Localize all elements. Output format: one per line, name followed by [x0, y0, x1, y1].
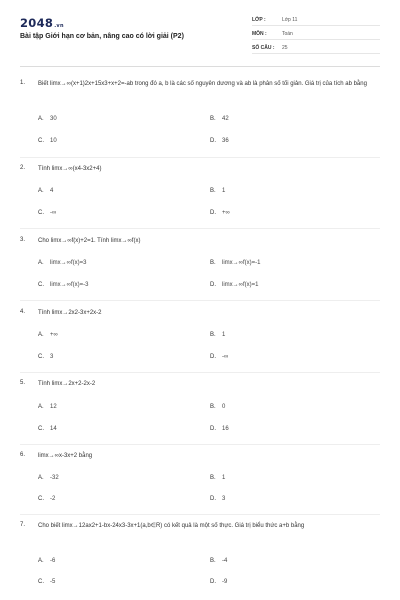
question-text: Tính limx→2x+2-2x-2 [38, 381, 96, 387]
option-value: limx→∞f(x)=1 [222, 282, 259, 288]
option-letter: C. [38, 496, 44, 502]
option-value: 4 [50, 188, 54, 194]
option-2c[interactable] [38, 210, 56, 216]
question-number: 1. [20, 80, 26, 86]
question-text: limx→∞x-3x+2 bằng [38, 453, 93, 459]
option-letter: D. [210, 426, 216, 432]
logo-main-text: 2048 [20, 16, 54, 30]
option-letter: A. [38, 332, 44, 338]
option-value: -2 [50, 496, 56, 502]
option-7b[interactable] [210, 558, 227, 564]
meta-row-subject [252, 28, 380, 40]
question-text: Cho biết limx→12ax2+1-bx-24x3-3x+1(a,b∈R) có kết quả là một số thực. Giá trị biểu thức a+b bằng [38, 523, 305, 529]
option-7c[interactable] [38, 579, 55, 585]
option-letter: C. [38, 282, 44, 288]
option-2a[interactable] [38, 188, 53, 194]
meta-label: LỚP : [252, 16, 266, 23]
option-letter: A. [38, 188, 44, 194]
option-value: -4 [222, 558, 228, 564]
meta-row-count [252, 42, 380, 54]
option-value: 30 [50, 116, 57, 122]
meta-row-class [252, 14, 380, 26]
option-letter: C. [38, 426, 44, 432]
meta-label: MÔN : [252, 30, 267, 37]
option-3a[interactable] [38, 260, 86, 266]
option-letter: B. [210, 558, 216, 564]
question-number: 2. [20, 165, 26, 171]
option-3b[interactable] [210, 260, 260, 266]
option-1c[interactable] [38, 138, 57, 144]
option-5c[interactable] [38, 426, 57, 432]
option-letter: A. [38, 404, 44, 410]
option-letter: B. [210, 404, 216, 410]
option-value: -6 [50, 558, 56, 564]
option-2d[interactable] [210, 210, 230, 216]
question-number: 6. [20, 452, 26, 458]
option-letter: C. [38, 138, 44, 144]
question-divider [20, 444, 380, 445]
option-value: -32 [50, 475, 59, 481]
option-value: 12 [50, 404, 57, 410]
option-letter: C. [38, 579, 44, 585]
option-value: 3 [50, 354, 54, 360]
header-divider [20, 66, 380, 67]
option-7a[interactable] [38, 558, 55, 564]
option-value: 1 [222, 332, 226, 338]
option-value: -∞ [50, 210, 57, 216]
worksheet-title: Bài tập Giới hạn cơ bản, nâng cao có lời giải (P2) [20, 33, 184, 40]
site-logo[interactable] [20, 16, 64, 30]
option-value: -∞ [222, 354, 229, 360]
question-number: 3. [20, 237, 26, 243]
question-divider [20, 372, 380, 373]
option-3c[interactable] [38, 282, 88, 288]
option-3d[interactable] [210, 282, 258, 288]
option-letter: B. [210, 116, 216, 122]
option-5d[interactable] [210, 426, 229, 432]
meta-value: Toán [282, 30, 293, 37]
option-value: 0 [222, 404, 226, 410]
question-text: Tính limx→∞(x4-3x2+4) [38, 166, 102, 172]
option-1d[interactable] [210, 138, 229, 144]
option-6d[interactable] [210, 496, 225, 502]
option-1a[interactable] [38, 116, 57, 122]
option-letter: A. [38, 475, 44, 481]
option-value: 16 [222, 426, 229, 432]
option-letter: D. [210, 579, 216, 585]
option-4a[interactable] [38, 332, 58, 338]
option-5a[interactable] [38, 404, 57, 410]
option-letter: A. [38, 260, 44, 266]
option-letter: B. [210, 475, 216, 481]
question-text: Tính limx→2x2-3x+2x-2 [38, 310, 102, 316]
question-text: Cho limx→∞f(x)+2=1. Tính limx→∞f(x) [38, 238, 141, 244]
option-value: 1 [222, 475, 226, 481]
option-value: -5 [50, 579, 56, 585]
option-letter: B. [210, 188, 216, 194]
option-value: limx→∞f(x)=3 [50, 260, 87, 266]
question-divider [20, 514, 380, 515]
option-value: 42 [222, 116, 229, 122]
question-divider [20, 228, 380, 229]
option-letter: C. [38, 210, 44, 216]
option-letter: D. [210, 210, 216, 216]
worksheet-meta [252, 14, 380, 56]
option-7d[interactable] [210, 579, 227, 585]
option-value: 1 [222, 188, 226, 194]
option-value: 36 [222, 138, 229, 144]
option-letter: B. [210, 260, 216, 266]
option-letter: D. [210, 354, 216, 360]
question-text: Biết limx→∞(x+1)2x+15x3+x+2=-ab trong đó a, b là các số nguyên dương và ab là phân số tối giản. Giá trị của tích ab bằng [38, 81, 367, 87]
option-6b[interactable] [210, 475, 225, 481]
option-4d[interactable] [210, 354, 228, 360]
option-value: limx→∞f(x)=-1 [222, 260, 261, 266]
option-letter: B. [210, 332, 216, 338]
question-number: 5. [20, 380, 26, 386]
option-4c[interactable] [38, 354, 53, 360]
option-value: 14 [50, 426, 57, 432]
option-1b[interactable] [210, 116, 229, 122]
option-letter: D. [210, 282, 216, 288]
option-value: limx→∞f(x)=-3 [50, 282, 89, 288]
option-value: 3 [222, 496, 226, 502]
option-letter: A. [38, 116, 44, 122]
option-6a[interactable] [38, 475, 59, 481]
meta-value: 25 [282, 44, 288, 51]
option-4b[interactable] [210, 332, 225, 338]
meta-label: SỐ CÂU : [252, 44, 275, 51]
option-2b[interactable] [210, 188, 225, 194]
option-letter: D. [210, 138, 216, 144]
option-value: -9 [222, 579, 228, 585]
logo-domain-text: .vn [54, 23, 64, 29]
option-value: +∞ [222, 210, 230, 216]
option-value: +∞ [50, 332, 58, 338]
question-number: 7. [20, 522, 26, 528]
option-letter: C. [38, 354, 44, 360]
question-number: 4. [20, 309, 26, 315]
question-divider [20, 300, 380, 301]
option-5b[interactable] [210, 404, 225, 410]
option-letter: A. [38, 558, 44, 564]
option-6c[interactable] [38, 496, 55, 502]
question-divider [20, 157, 380, 158]
option-letter: D. [210, 496, 216, 502]
meta-value: Lớp 11 [282, 16, 298, 23]
option-value: 10 [50, 138, 57, 144]
